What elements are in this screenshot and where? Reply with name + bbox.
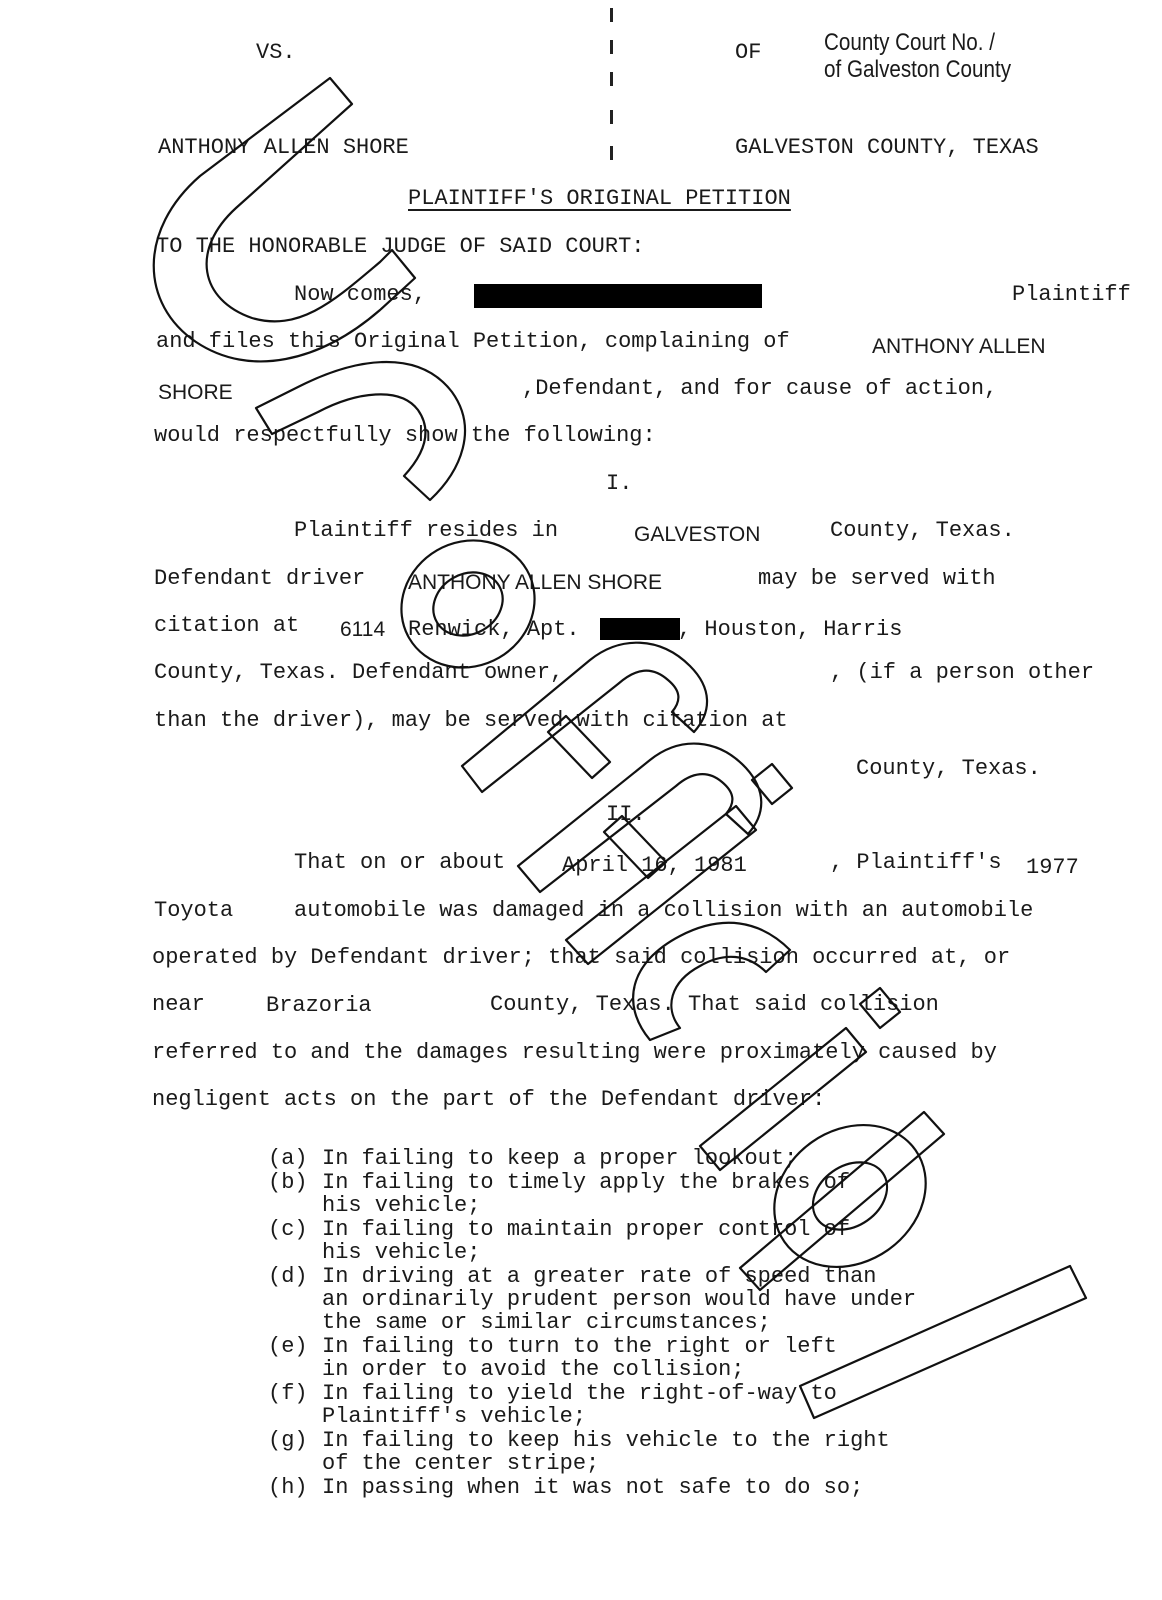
resides-suffix: County, Texas. bbox=[830, 518, 1015, 543]
address-city: , Houston, Harris bbox=[678, 617, 903, 642]
salutation: TO THE HONORABLE JUDGE OF SAID COURT: bbox=[156, 234, 645, 259]
caption-divider-mark bbox=[610, 8, 613, 22]
resides-prefix: Plaintiff resides in bbox=[294, 518, 559, 543]
caption-divider-mark bbox=[610, 146, 613, 160]
section-2-line3: operated by Defendant driver; that said collision occurred at, or bbox=[152, 945, 1011, 970]
intro-now-comes: Now comes, bbox=[294, 282, 427, 307]
intro-defendant-fill2: SHORE bbox=[158, 381, 233, 404]
citation-prefix: citation at bbox=[154, 613, 300, 638]
vehicle-year: 1977 bbox=[1026, 855, 1079, 880]
driver-prefix: Defendant driver bbox=[154, 566, 366, 591]
caption-divider-mark bbox=[610, 110, 613, 124]
intro-line4: would respectfully show the following: bbox=[154, 423, 656, 448]
date-suffix: , Plaintiff's bbox=[830, 850, 1002, 875]
driver-suffix: may be served with bbox=[758, 566, 996, 591]
owner-line: County, Texas. Defendant owner, bbox=[154, 660, 564, 685]
owner-line2: than the driver), may be served with citation at bbox=[154, 708, 788, 733]
caption-defendant-name: ANTHONY ALLEN SHORE bbox=[158, 135, 409, 160]
address-street: Renwick, Apt. bbox=[408, 617, 580, 642]
court-stamp-line1: County Court No. / bbox=[824, 29, 995, 56]
section-2-line2: automobile was damaged in a collision with an automobile bbox=[294, 898, 1034, 923]
resides-county: GALVESTON bbox=[634, 523, 761, 546]
collision-date: April 16, 1981 bbox=[562, 853, 747, 878]
driver-name: ANTHONY ALLEN SHORE bbox=[408, 571, 663, 594]
owner-suffix: , (if a person other bbox=[830, 660, 1095, 685]
caption-county-line: GALVESTON COUNTY, TEXAS bbox=[735, 135, 1039, 160]
section-1-heading: I. bbox=[606, 471, 633, 496]
address-number: 6114 bbox=[340, 618, 386, 641]
collision-location: Brazoria bbox=[266, 993, 372, 1018]
near-label: near bbox=[152, 992, 205, 1017]
section-2-line5: referred to and the damages resulting were proximately caused by bbox=[152, 1040, 997, 1065]
caption-vs: VS. bbox=[256, 40, 296, 65]
section-2-line4: County, Texas. That said collision bbox=[490, 992, 939, 1017]
document-page: VS. OF County Court No. / of Galveston County ANTHONY ALLEN SHORE GALVESTON COUNTY, TEXAS PLAINTIFF'S ORIGINAL PETITION TO THE HONORABLE JUDGE OF SAID COURT: Now comes, Plaintiff and files this Original Petition, complaining of ANTHONY ALLEN SHORE ,Defendant, and for cause of action, would respectfully show the following: I. Plaintiff resides in GALVESTON County, Texas. Defendant driver ANTHONY ALLEN SHORE may be served with citation at 6114 Renwick, Apt. , Houston, Harris County, Texas. Defendant owner, , (if a person other than the driver), may be served with citation at County, Texas. II. That on or about April 16, 1981 , Plaintiff's 1977 Toyota automobile was damaged in a collision with an automobile operated by Defendant driver; that said collision occurred at, or near Brazoria County, Texas. That said collision referred to and the damages resulting were proximately caused by negligent acts on the part of the Defendant driver: (a) In failing to keep a proper lookout; (b) In failing to timely apply the brakes of his vehicle; (c) In failing to maintain proper control of his vehicle; (d) In driving at a greater rate of speed than an ordinarily prudent person would have under the same or similar circumstances; (e) In failing to turn to the right or left in order to avoid the collision; (f) In failing to yield the right-of-way to Plaintiff's vehicle; (g) In failing to keep his vehicle to the right of the center stripe; (h) In passing when it was not safe to do so; bbox=[0, 0, 1162, 1600]
intro-plaintiff: Plaintiff bbox=[1012, 282, 1131, 307]
vehicle-make: Toyota bbox=[154, 898, 234, 923]
redaction-bar bbox=[474, 284, 762, 308]
date-prefix: That on or about bbox=[294, 850, 506, 875]
caption-of: OF bbox=[735, 40, 762, 65]
owner-line3: County, Texas. bbox=[856, 756, 1041, 781]
section-2-heading: II. bbox=[606, 802, 646, 827]
intro-defendant-fill: ANTHONY ALLEN bbox=[872, 335, 1046, 358]
caption-divider-mark bbox=[610, 72, 613, 86]
court-stamp-line2: of Galveston County bbox=[824, 56, 1012, 83]
section-2-line6: negligent acts on the part of the Defendant driver: bbox=[152, 1087, 826, 1112]
redaction-bar bbox=[600, 618, 680, 640]
intro-line2: and files this Original Petition, complaining of bbox=[156, 329, 790, 354]
intro-line3: ,Defendant, and for cause of action, bbox=[522, 376, 998, 401]
caption-divider-mark bbox=[610, 40, 613, 54]
document-title: PLAINTIFF'S ORIGINAL PETITION bbox=[408, 186, 791, 211]
